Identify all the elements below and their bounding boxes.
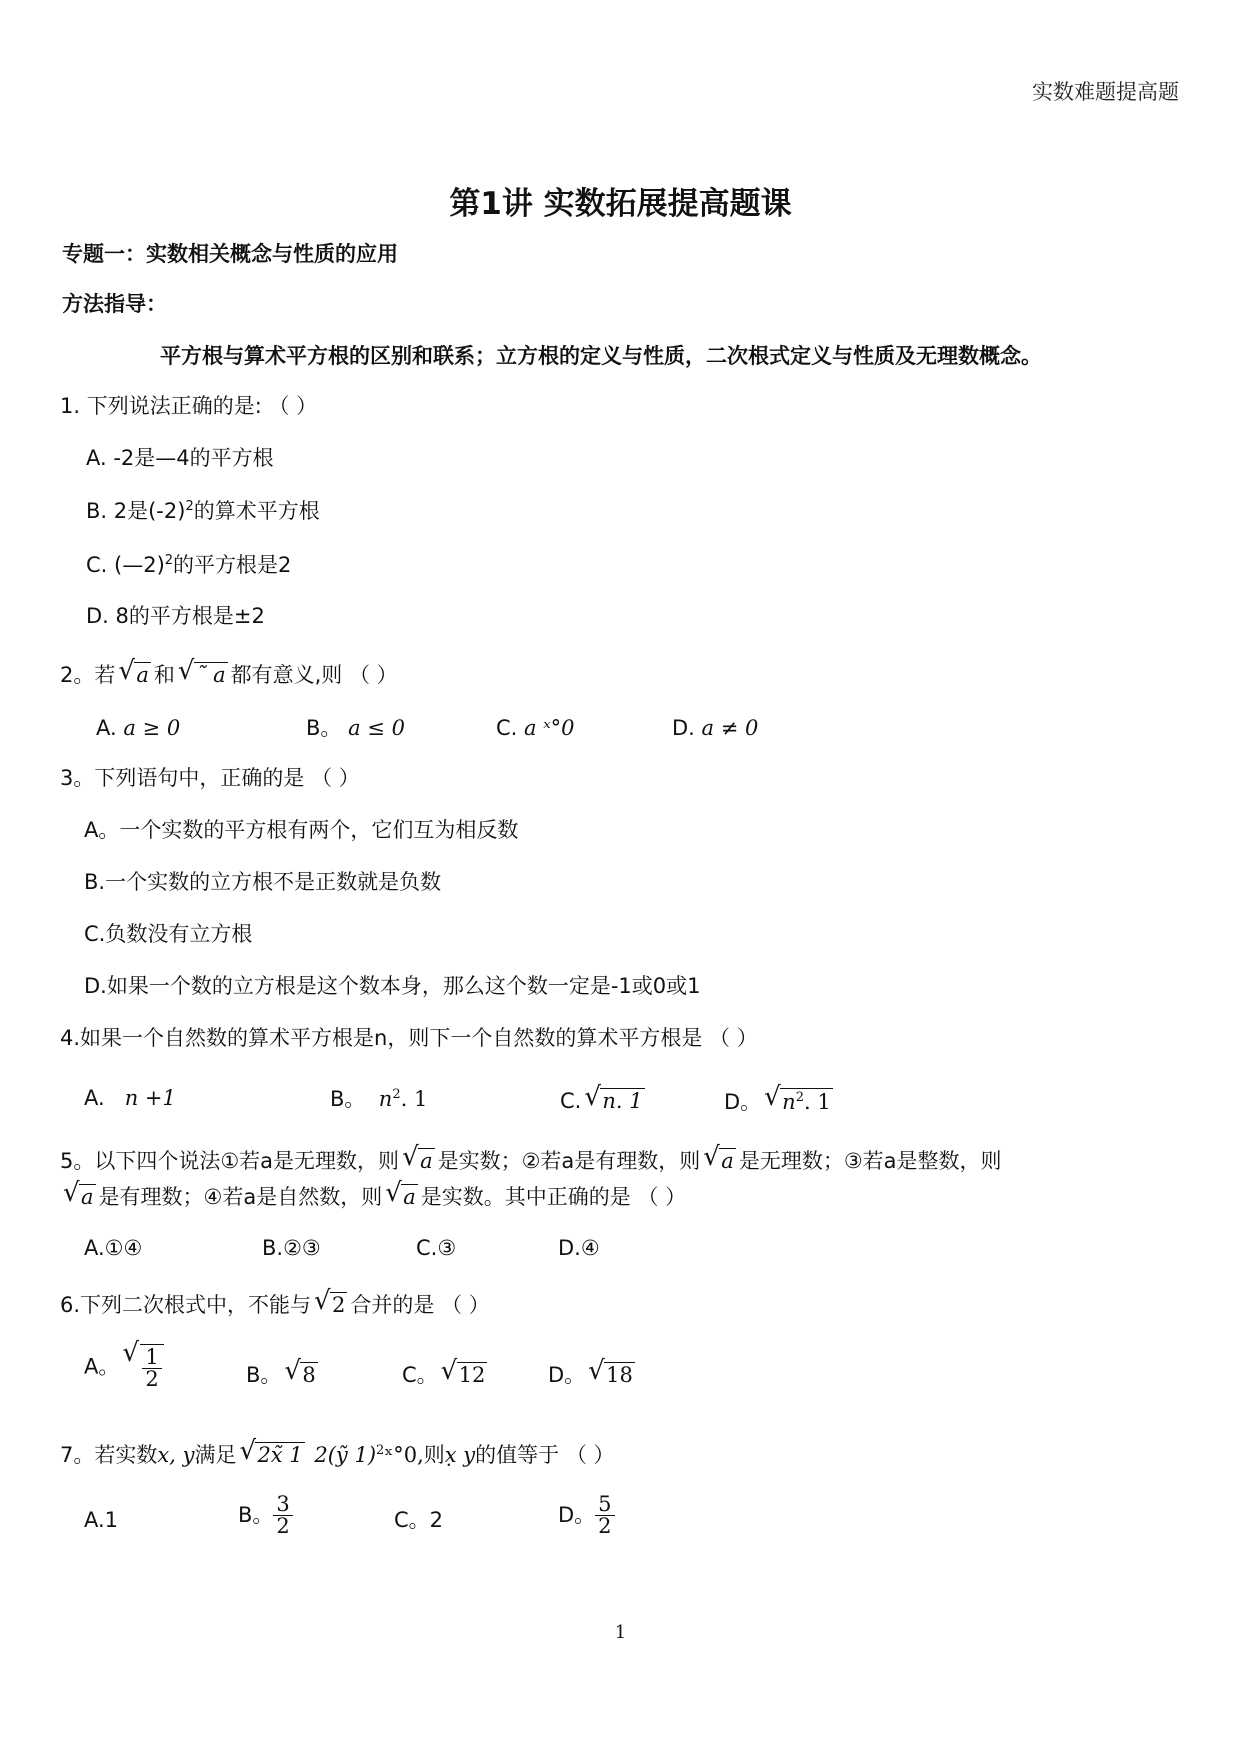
q4-option-c: C.√ n. 1 (560, 1088, 648, 1112)
q3-option-a: A。一个实数的平方根有两个，它们互为相反数 (84, 818, 519, 842)
q7-option-d: D。 $\frac{5}{2}$ (558, 1494, 615, 1537)
q7-option-b: B。 $\frac{3}{2}$ (238, 1494, 293, 1537)
q4-option-d: D。√ $n^2$. 1 (724, 1088, 836, 1113)
q6-option-d: D。√ 18 (548, 1362, 638, 1386)
q6-option-b: B。√ 8 (246, 1362, 321, 1386)
q6-option-a: A。 √ $\frac{1}{2}$ (84, 1344, 167, 1390)
sqrt-neg-a: √ ˜ a (178, 662, 228, 686)
q5-stem-line2: √ a 是有理数；④若a是自然数，则√ a 是实数。其中正确的是 （ ） (60, 1184, 686, 1208)
q2-option-d: D. a ≠ 0 (672, 716, 759, 740)
method-label: 方法指导： (62, 292, 167, 316)
q7-stem: 7。若实数x, y满足√ 2x̃ 1 2(ỹ 1)$^2$ˣ°0,则x̣ y的值等于 （ ） (60, 1442, 615, 1466)
page-title: 第1讲 实数拓展提高题课 (449, 186, 792, 222)
topic-heading: 专题一：实数相关概念与性质的应用 (62, 242, 398, 266)
q5-option-d: D.④ (558, 1236, 600, 1260)
q2-stem: 2。若√ a 和√ ˜ a 都有意义,则 （ ） (60, 662, 398, 686)
q2-option-b: B。 a ≤ 0 (306, 716, 405, 740)
q1-option-d: D. 8的平方根是±2 (86, 604, 265, 628)
q7-option-c: C。2 (394, 1508, 444, 1532)
method-text: 平方根与算术平方根的区别和联系；立方根的定义与性质，二次根式定义与性质及无理数概念。 (160, 344, 1042, 368)
q1-option-c: C. (—2)$^2$的平方根是2 (86, 553, 292, 577)
q2-option-c: C. a ˣ°0 (496, 716, 575, 740)
q5-option-c: C.③ (416, 1236, 457, 1260)
q1-option-b: B. 2是$(-2)^2$的算术平方根 (86, 499, 320, 523)
q3-stem: 3。下列语句中，正确的是 （ ） (60, 766, 360, 790)
q3-option-b: B.一个实数的立方根不是正数就是负数 (84, 870, 442, 894)
q4-stem: 4.如果一个自然数的算术平方根是n，则下一个自然数的算术平方根是 （ ） (60, 1026, 758, 1050)
q4-option-b: B。 $n^2$. 1 (330, 1087, 428, 1111)
running-header: 实数难题提高题 (1032, 80, 1179, 104)
sqrt-a: √ a (118, 662, 151, 686)
page-number: 1 (614, 1622, 627, 1643)
q7-option-a: A.1 (84, 1508, 119, 1532)
q5-option-a: A.①④ (84, 1236, 143, 1260)
q1-option-a: A. -2是—4的平方根 (86, 446, 274, 470)
q2-option-a: A. a ≥ 0 (96, 716, 181, 740)
q4-option-a: A. n +1 (84, 1086, 176, 1110)
q3-option-c: C.负数没有立方根 (84, 922, 253, 946)
q5-stem-line1: 5。以下四个说法①若a是无理数，则√ a 是实数；②若a是有理数，则√ a 是无理数；③若a是整数，则 (60, 1148, 1002, 1172)
q1-stem: 1. 下列说法正确的是: （ ） (60, 394, 318, 418)
q6-option-c: C。√ 12 (402, 1362, 490, 1386)
q6-stem: 6.下列二次根式中，不能与√ 2 合并的是 （ ） (60, 1292, 490, 1316)
q5-option-b: B.②③ (262, 1236, 321, 1260)
q3-option-d: D.如果一个数的立方根是这个数本身，那么这个数一定是-1或0或1 (84, 974, 701, 998)
